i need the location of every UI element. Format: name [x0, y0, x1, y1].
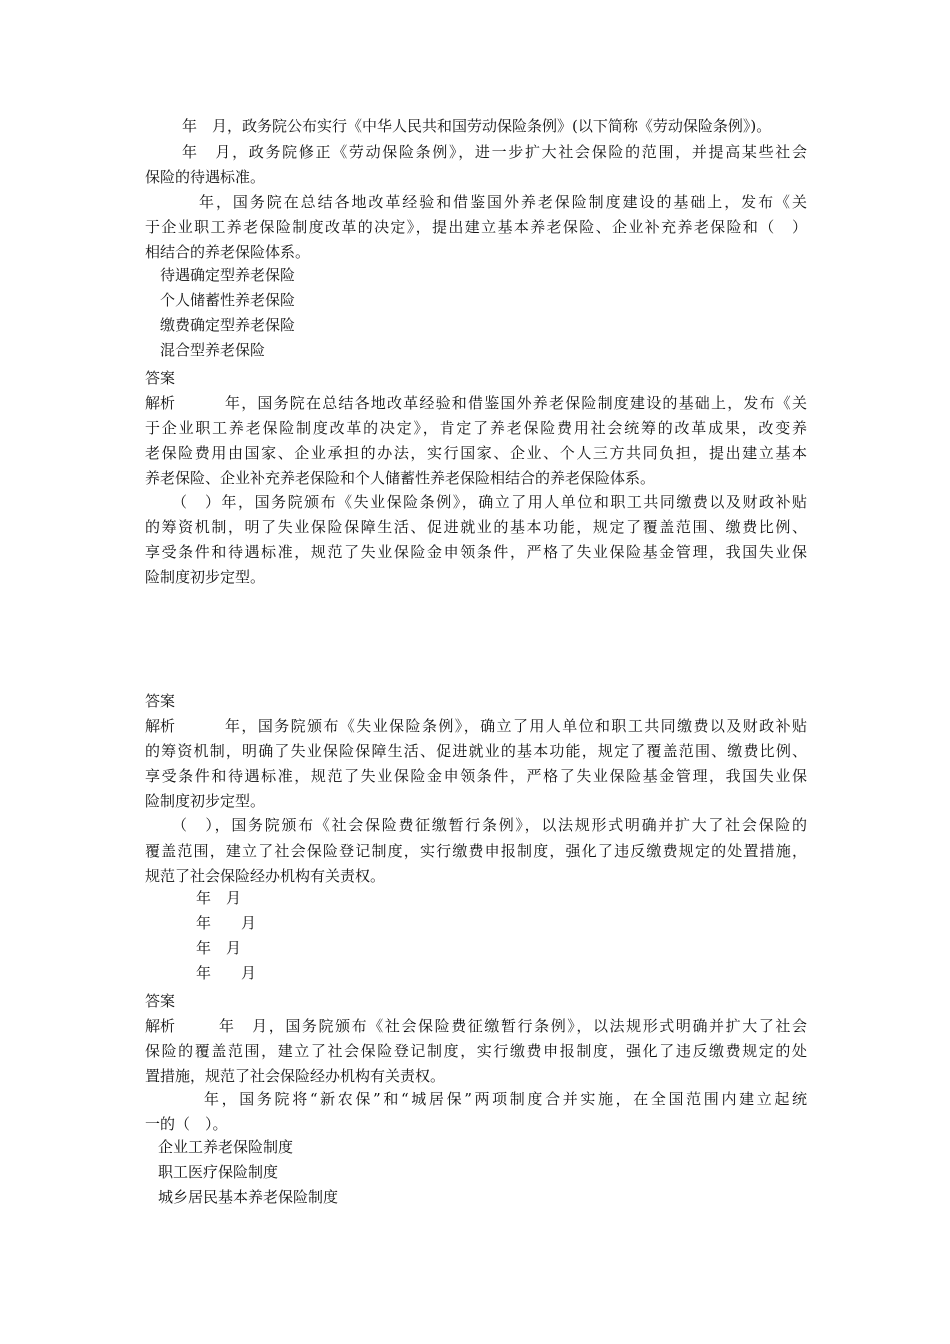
option-item: 职工医疗保险制度 [158, 1163, 279, 1181]
option-item: 年 月 [196, 964, 257, 982]
text-line: 年 月，政务院修正《劳动保险条例》，进一步扩大社会保险的范围，并提高某些社会 [182, 143, 807, 161]
answer-label: 答案 [145, 369, 176, 387]
analysis-text: 险制度初步定型。 [145, 792, 266, 810]
text-line: 年 月，政务院公布实行《中华人民共和国劳动保险条例》(以下简称《劳动保险条例》)。 [182, 117, 772, 135]
question-stem: （ ）年，国务院颁布《失业保险条例》，确立了用人单位和职工共同缴费以及财政补贴 [172, 493, 807, 511]
analysis-text: 享受条件和待遇标准，规范了失业保险金申领条件，严格了失业保险基金管理，我国失业保 [145, 767, 807, 785]
question-stem: 规范了社会保险经办机构有关责权。 [145, 867, 386, 885]
question-stem: 相结合的养老保险体系。 [145, 243, 311, 261]
analysis-label: 解析 [145, 717, 176, 735]
question-stem: 的筹资机制，明了失业保险保障生活、促进就业的基本功能，规定了覆盖范围、缴费比例、 [145, 518, 807, 536]
analysis-label: 解析 [145, 394, 176, 412]
analysis-text: 的筹资机制，明确了失业保险保障生活、促进就业的基本功能，规定了覆盖范围、缴费比例、 [145, 742, 807, 760]
question-stem: 年，国务院将“新农保”和“城居保”两项制度合并实施，在全国范围内建立起统 [204, 1090, 807, 1108]
option-item: 企业工养老保险制度 [158, 1138, 294, 1156]
option-item: 混合型养老保险 [160, 341, 266, 359]
option-item: 缴费确定型养老保险 [160, 316, 296, 334]
analysis-text: 年，国务院颁布《失业保险条例》，确立了用人单位和职工共同缴费以及财政补贴 [225, 717, 807, 735]
analysis-text: 置措施，规范了社会保险经办机构有关责权。 [145, 1067, 446, 1085]
analysis-text: 年，国务院在总结各地改革经验和借鉴国外养老保险制度建设的基础上，发布《关 [225, 394, 807, 412]
answer-label: 答案 [145, 992, 176, 1010]
analysis-text: 保险的覆盖范围，建立了社会保险登记制度，实行缴费申报制度，强化了违反缴费规定的处 [145, 1042, 807, 1060]
analysis-text: 老保险费用由国家、企业承担的办法，实行国家、企业、个人三方共同负担，提出建立基本 [145, 444, 807, 462]
analysis-label: 解析 [145, 1017, 176, 1035]
option-item: 年 月 [196, 889, 242, 907]
question-stem: 覆盖范围，建立了社会保险登记制度，实行缴费申报制度，强化了违反缴费规定的处置措施， [145, 842, 807, 860]
question-stem: 年，国务院在总结各地改革经验和借鉴国外养老保险制度建设的基础上，发布《关 [199, 193, 807, 211]
question-stem: （ ），国务院颁布《社会保险费征缴暂行条例》，以法规形式明确并扩大了社会保险的 [172, 816, 807, 834]
answer-label: 答案 [145, 692, 176, 710]
option-item: 年 月 [196, 939, 242, 957]
question-stem: 于企业职工养老保险制度改革的决定》，提出建立基本养老保险、企业补充养老保险和（ ） [145, 218, 807, 236]
analysis-text: 年 月，国务院颁布《社会保险费征缴暂行条例》，以法规形式明确并扩大了社会 [219, 1017, 807, 1035]
analysis-text: 养老保险、企业补充养老保险和个人储蓄性养老保险相结合的养老保险体系。 [145, 469, 656, 487]
question-stem: 享受条件和待遇标准，规范了失业保险金申领条件，严格了失业保险基金管理，我国失业保 [145, 543, 807, 561]
option-item: 个人储蓄性养老保险 [160, 291, 296, 309]
option-item: 城乡居民基本养老保险制度 [158, 1188, 339, 1206]
option-item: 待遇确定型养老保险 [160, 266, 296, 284]
analysis-text: 于企业职工养老保险制度改革的决定》，肯定了养老保险费用社会统筹的改革成果，改变养 [145, 419, 807, 437]
question-stem: 险制度初步定型。 [145, 568, 266, 586]
question-stem: 一的（ ）。 [145, 1115, 228, 1133]
option-item: 年 月 [196, 914, 257, 932]
text-line: 保险的待遇标准。 [145, 168, 266, 186]
